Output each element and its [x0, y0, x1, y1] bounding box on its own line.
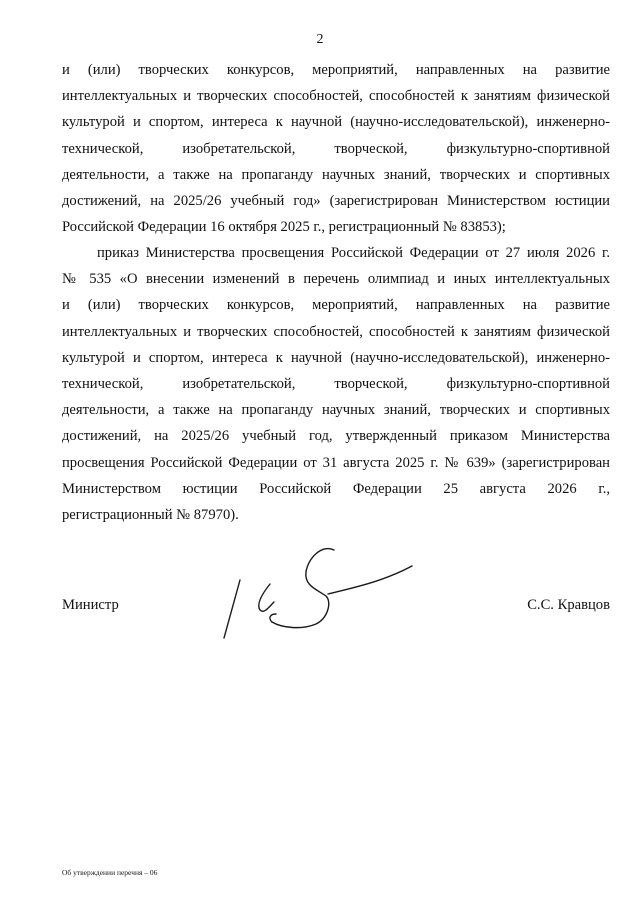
page-number: 2	[316, 32, 324, 47]
text-line: достижений, на 2025/26 учебный год» (зарегистрирован Министерством юстиции	[62, 192, 610, 209]
text-line: просвещения Российской Федерации от 31 августа 2025 г. № 639» (зарегистрирован	[62, 454, 610, 471]
text-line: и (или) творческих конкурсов, мероприятий, направленных на развитие	[62, 62, 610, 78]
handwritten-signature	[222, 538, 422, 648]
text-line: культурой и спортом, интереса к научной (научно-исследовательской), инженерно-	[62, 349, 610, 366]
text-line: Российской Федерации 16 октября 2025 г., регистрационный № 83853);	[62, 219, 506, 236]
signer-position: Министр	[62, 597, 119, 613]
text-line: технической, изобретательской, творческой, физкультурно-спортивной	[62, 375, 610, 392]
text-line: и (или) творческих конкурсов, мероприятий, направленных на развитие	[62, 297, 610, 314]
signature-block	[62, 595, 610, 615]
text-line: Министерством юстиции Российской Федерации 25 августа 2026 г.,	[62, 480, 610, 497]
text-line: деятельности, а также на пропаганду научных знаний, творческих и спортивных	[62, 166, 610, 183]
text-line: регистрационный № 87970).	[62, 506, 239, 523]
text-line: достижений, на 2025/26 учебный год, утвержденный приказом Министерства	[62, 428, 610, 445]
paragraph-previous-order-continuation	[62, 57, 610, 240]
text-line: деятельности, а также на пропаганду научных знаний, творческих и спортивных	[62, 402, 610, 419]
paragraph-amendment-order	[62, 240, 610, 528]
text-line: интеллектуальных и творческих способностей, способностей к занятиям физической	[62, 323, 610, 340]
text-line: приказ Министерства просвещения Российской Федерации от 27 июля 2026 г.	[97, 245, 610, 261]
text-line: интеллектуальных и творческих способностей, способностей к занятиям физической	[62, 88, 610, 105]
text-line: культурой и спортом, интереса к научной (научно-исследовательской), инженерно-	[62, 114, 610, 131]
signer-name: С.С. Кравцов	[527, 597, 610, 613]
text-line: технической, изобретательской, творческой, физкультурно-спортивной	[62, 140, 610, 157]
footer-document-code: Об утверждении перечня – 06	[62, 868, 158, 877]
text-line: № 535 «О внесении изменений в перечень олимпиад и иных интеллектуальных	[62, 271, 610, 288]
